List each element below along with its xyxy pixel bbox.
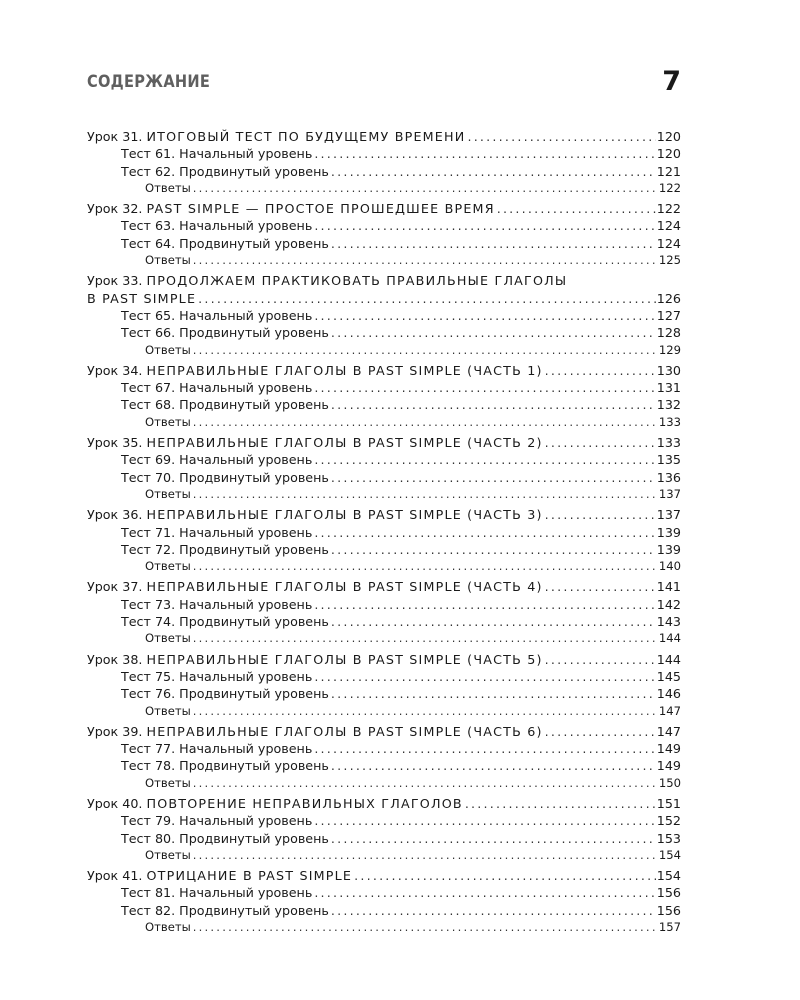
dot-leader xyxy=(329,541,656,558)
answers-item[interactable] xyxy=(87,414,681,431)
test-page: 149 xyxy=(656,758,681,774)
test-label: Тест 75. Начальный уровень xyxy=(121,668,313,684)
lesson-name: НЕПРАВИЛЬНЫЕ ГЛАГОЛЫ В PAST SIMPLE (ЧАСТЬ 6) xyxy=(146,723,543,739)
answers-label: Ответы xyxy=(145,414,191,429)
lesson-title xyxy=(87,867,352,884)
test-item[interactable] xyxy=(87,307,681,324)
lesson-page: 126 xyxy=(656,290,681,306)
lesson-name: НЕПРАВИЛЬНЫЕ ГЛАГОЛЫ В PAST SIMPLE (ЧАСТЬ 5) xyxy=(146,651,543,667)
answers-label: Ответы xyxy=(145,920,191,935)
dot-leader xyxy=(329,235,656,252)
dot-leader xyxy=(191,630,658,647)
lesson-number: Урок 32. xyxy=(87,201,143,217)
dot-leader xyxy=(463,795,656,812)
test-label: Тест 62. Продвинутый уровень xyxy=(121,163,329,179)
lesson-entry xyxy=(87,578,681,647)
test-item[interactable] xyxy=(87,596,681,613)
test-label: Тест 67. Начальный уровень xyxy=(121,380,313,396)
test-label: Тест 81. Начальный уровень xyxy=(121,885,313,901)
answers-label: Ответы xyxy=(145,775,191,790)
test-label: Тест 65. Начальный уровень xyxy=(121,307,313,323)
test-item[interactable] xyxy=(87,613,681,630)
lesson-title xyxy=(87,506,543,523)
dot-leader xyxy=(191,252,658,269)
lesson-name: PAST SIMPLE — ПРОСТОЕ ПРОШЕДШЕЕ ВРЕМЯ xyxy=(146,201,495,217)
lesson-page: 122 xyxy=(656,201,681,217)
page-number: 7 xyxy=(662,66,681,97)
dot-leader xyxy=(312,145,655,162)
dot-leader xyxy=(329,163,656,180)
test-label: Тест 63. Начальный уровень xyxy=(121,218,313,234)
lesson-title-continued-line[interactable] xyxy=(87,290,681,307)
lesson-entry xyxy=(87,272,681,358)
answers-item[interactable] xyxy=(87,630,681,647)
lesson-number: Урок 39. xyxy=(87,723,143,739)
lesson-page: 151 xyxy=(656,795,681,811)
lesson-name: ОТРИЦАНИЕ В PAST SIMPLE xyxy=(146,868,353,884)
answers-page: 129 xyxy=(658,342,681,357)
dot-leader xyxy=(312,740,655,757)
lesson-page: 130 xyxy=(656,362,681,378)
test-page: 152 xyxy=(656,813,681,829)
lesson-name: ПОВТОРЕНИЕ НЕПРАВИЛЬНЫХ ГЛАГОЛОВ xyxy=(146,795,463,811)
lesson-page: 120 xyxy=(656,129,681,144)
test-label: Тест 80. Продвинутый уровень xyxy=(121,830,329,846)
test-item[interactable] xyxy=(87,524,681,541)
test-label: Тест 61. Начальный уровень xyxy=(121,146,313,162)
lesson-title-line[interactable] xyxy=(87,362,681,379)
lesson-title xyxy=(87,272,567,289)
test-label: Тест 76. Продвинутый уровень xyxy=(121,686,329,702)
test-label: Тест 79. Начальный уровень xyxy=(121,813,313,829)
lesson-number: Урок 37. xyxy=(87,579,143,595)
test-label: Тест 82. Продвинутый уровень xyxy=(121,902,329,918)
section-heading: СОДЕРЖАНИЕ xyxy=(87,72,211,92)
answers-page: 137 xyxy=(658,486,681,501)
test-item[interactable] xyxy=(87,668,681,685)
dot-leader xyxy=(329,613,656,630)
answers-item[interactable] xyxy=(87,180,681,197)
answers-page: 122 xyxy=(658,180,681,195)
lesson-title-line[interactable] xyxy=(87,651,681,668)
test-label: Тест 72. Продвинутый уровень xyxy=(121,541,329,557)
lesson-title xyxy=(87,200,495,217)
dot-leader xyxy=(191,703,658,720)
test-page: 131 xyxy=(656,380,681,396)
test-page: 124 xyxy=(656,218,681,234)
answers-label: Ответы xyxy=(145,559,191,574)
test-page: 136 xyxy=(656,469,681,485)
dot-leader xyxy=(196,290,656,307)
lesson-title-line[interactable] xyxy=(87,795,681,812)
lesson-entry xyxy=(87,200,681,269)
dot-leader xyxy=(543,362,656,379)
test-item[interactable] xyxy=(87,541,681,558)
lesson-page: 147 xyxy=(656,723,681,739)
answers-page: 133 xyxy=(658,414,681,429)
lesson-title xyxy=(87,795,463,812)
test-label: Тест 77. Начальный уровень xyxy=(121,741,313,757)
lesson-number: Урок 35. xyxy=(87,435,143,451)
answers-label: Ответы xyxy=(145,847,191,862)
lesson-title-line[interactable] xyxy=(87,723,681,740)
test-item[interactable] xyxy=(87,235,681,252)
test-page: 128 xyxy=(656,325,681,341)
lesson-title-line[interactable] xyxy=(87,200,681,217)
dot-leader xyxy=(329,757,656,774)
test-item[interactable] xyxy=(87,469,681,486)
lesson-entry xyxy=(87,506,681,575)
test-item[interactable] xyxy=(87,830,681,847)
test-item[interactable] xyxy=(87,396,681,413)
lesson-title-line[interactable] xyxy=(87,272,681,289)
test-item[interactable] xyxy=(87,324,681,341)
dot-leader xyxy=(312,379,655,396)
test-item[interactable] xyxy=(87,757,681,774)
table-of-contents xyxy=(87,128,681,939)
test-page: 139 xyxy=(656,541,681,557)
lesson-title xyxy=(87,362,543,379)
answers-page: 125 xyxy=(658,253,681,268)
lesson-entry xyxy=(87,362,681,431)
test-page: 139 xyxy=(656,524,681,540)
test-page: 156 xyxy=(656,885,681,901)
test-item[interactable] xyxy=(87,740,681,757)
dot-leader xyxy=(465,128,655,145)
lesson-title-line[interactable] xyxy=(87,434,681,451)
dot-leader xyxy=(495,200,656,217)
lesson-number: Урок 34. xyxy=(87,362,143,378)
test-page: 132 xyxy=(656,397,681,413)
test-label: Тест 74. Продвинутый уровень xyxy=(121,614,329,630)
answers-page: 144 xyxy=(658,631,681,646)
page-header xyxy=(87,66,681,106)
lesson-entry xyxy=(87,128,681,197)
test-page: 142 xyxy=(656,596,681,612)
test-page: 149 xyxy=(656,741,681,757)
dot-leader xyxy=(191,486,658,503)
test-item[interactable] xyxy=(87,685,681,702)
dot-leader xyxy=(329,324,656,341)
lesson-title xyxy=(87,578,543,595)
dot-leader xyxy=(543,651,656,668)
dot-leader xyxy=(312,812,655,829)
answers-label: Ответы xyxy=(145,180,191,195)
lesson-title-line[interactable] xyxy=(87,578,681,595)
dot-leader xyxy=(191,775,658,792)
test-item[interactable] xyxy=(87,217,681,234)
test-item[interactable] xyxy=(87,145,681,162)
test-page: 120 xyxy=(656,146,681,162)
dot-leader xyxy=(191,847,658,864)
dot-leader xyxy=(312,884,655,901)
lesson-entry xyxy=(87,434,681,503)
test-item[interactable] xyxy=(87,451,681,468)
test-page: 143 xyxy=(656,614,681,630)
dot-leader xyxy=(543,434,656,451)
lesson-name: ИТОГОВЫЙ ТЕСТ ПО БУДУЩЕМУ ВРЕМЕНИ xyxy=(146,129,466,144)
answers-label: Ответы xyxy=(145,631,191,646)
test-item[interactable] xyxy=(87,884,681,901)
dot-leader xyxy=(329,902,656,919)
test-page: 127 xyxy=(656,307,681,323)
dot-leader xyxy=(312,217,655,234)
dot-leader xyxy=(191,919,658,936)
answers-item[interactable] xyxy=(87,919,681,936)
lesson-page: 144 xyxy=(656,651,681,667)
lesson-number: Урок 31. xyxy=(87,129,143,144)
dot-leader xyxy=(191,342,658,359)
dot-leader xyxy=(543,723,656,740)
dot-leader xyxy=(191,558,658,575)
lesson-title-line[interactable] xyxy=(87,867,681,884)
dot-leader xyxy=(191,180,658,197)
dot-leader xyxy=(543,506,656,523)
dot-leader xyxy=(312,451,655,468)
lesson-name: НЕПРАВИЛЬНЫЕ ГЛАГОЛЫ В PAST SIMPLE (ЧАСТЬ 2) xyxy=(146,435,543,451)
lesson-name-continued: В PAST SIMPLE xyxy=(87,290,197,306)
lesson-title-line[interactable] xyxy=(87,128,681,145)
lesson-number: Урок 38. xyxy=(87,651,143,667)
test-label: Тест 70. Продвинутый уровень xyxy=(121,469,329,485)
answers-label: Ответы xyxy=(145,703,191,718)
lesson-name: НЕПРАВИЛЬНЫЕ ГЛАГОЛЫ В PAST SIMPLE (ЧАСТЬ 3) xyxy=(146,507,543,523)
lesson-entry xyxy=(87,723,681,792)
dot-leader xyxy=(329,396,656,413)
dot-leader xyxy=(329,469,656,486)
lesson-name: НЕПРАВИЛЬНЫЕ ГЛАГОЛЫ В PAST SIMPLE (ЧАСТЬ 1) xyxy=(146,362,543,378)
dot-leader xyxy=(543,578,656,595)
lesson-title-line[interactable] xyxy=(87,506,681,523)
answers-page: 154 xyxy=(658,847,681,862)
lesson-page: 137 xyxy=(656,507,681,523)
answers-page: 157 xyxy=(658,920,681,935)
dot-leader xyxy=(312,524,655,541)
lesson-name: НЕПРАВИЛЬНЫЕ ГЛАГОЛЫ В PAST SIMPLE (ЧАСТЬ 4) xyxy=(146,579,543,595)
test-page: 135 xyxy=(656,452,681,468)
answers-item[interactable] xyxy=(87,703,681,720)
dot-leader xyxy=(329,830,656,847)
lesson-title xyxy=(87,434,543,451)
answers-label: Ответы xyxy=(145,486,191,501)
dot-leader xyxy=(312,668,655,685)
lesson-page: 154 xyxy=(656,868,681,884)
lesson-number: Урок 41. xyxy=(87,868,143,884)
dot-leader xyxy=(191,414,658,431)
dot-leader xyxy=(329,685,656,702)
answers-item[interactable] xyxy=(87,775,681,792)
test-label: Тест 68. Продвинутый уровень xyxy=(121,397,329,413)
test-item[interactable] xyxy=(87,812,681,829)
test-label: Тест 71. Начальный уровень xyxy=(121,524,313,540)
lesson-page: 141 xyxy=(656,579,681,595)
lesson-number: Урок 33. xyxy=(87,273,143,289)
lesson-title xyxy=(87,128,465,145)
test-page: 146 xyxy=(656,686,681,702)
answers-item[interactable] xyxy=(87,252,681,269)
test-label: Тест 66. Продвинутый уровень xyxy=(121,325,329,341)
test-page: 145 xyxy=(656,668,681,684)
lesson-number: Урок 36. xyxy=(87,507,143,523)
test-page: 156 xyxy=(656,902,681,918)
answers-item[interactable] xyxy=(87,486,681,503)
answers-item[interactable] xyxy=(87,847,681,864)
lesson-title xyxy=(87,723,543,740)
test-label: Тест 73. Начальный уровень xyxy=(121,596,313,612)
lesson-entry xyxy=(87,867,681,936)
test-page: 124 xyxy=(656,235,681,251)
test-label: Тест 64. Продвинутый уровень xyxy=(121,235,329,251)
test-label: Тест 78. Продвинутый уровень xyxy=(121,758,329,774)
answers-label: Ответы xyxy=(145,253,191,268)
dot-leader xyxy=(352,867,656,884)
dot-leader xyxy=(312,307,655,324)
answers-page: 150 xyxy=(658,775,681,790)
lesson-page: 133 xyxy=(656,435,681,451)
test-item[interactable] xyxy=(87,163,681,180)
lesson-number: Урок 40. xyxy=(87,795,143,811)
lesson-title xyxy=(87,651,543,668)
answers-item[interactable] xyxy=(87,342,681,359)
test-item[interactable] xyxy=(87,902,681,919)
answers-item[interactable] xyxy=(87,558,681,575)
test-page: 121 xyxy=(656,163,681,179)
test-page: 153 xyxy=(656,830,681,846)
lesson-entry xyxy=(87,795,681,864)
answers-page: 140 xyxy=(658,559,681,574)
answers-label: Ответы xyxy=(145,342,191,357)
lesson-entry xyxy=(87,651,681,720)
dot-leader xyxy=(312,596,655,613)
test-item[interactable] xyxy=(87,379,681,396)
answers-page: 147 xyxy=(658,703,681,718)
test-label: Тест 69. Начальный уровень xyxy=(121,452,313,468)
lesson-name: ПРОДОЛЖАЕМ ПРАКТИКОВАТЬ ПРАВИЛЬНЫЕ ГЛАГОЛЫ xyxy=(146,273,568,289)
